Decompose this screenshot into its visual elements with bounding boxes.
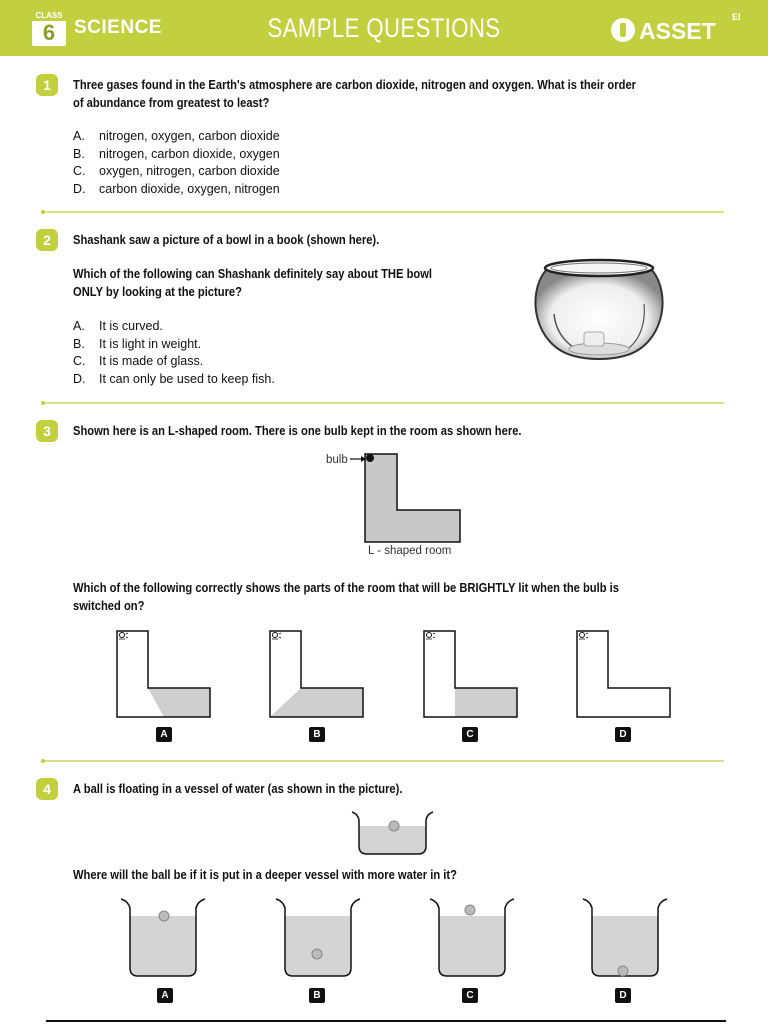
vessel-option-d[interactable] xyxy=(580,896,670,980)
question-1-line-1: Three gases found in the Earth's atmosphere are carbon dioxide, nitrogen and oxygen. What is their order xyxy=(73,77,637,92)
section-divider xyxy=(42,760,724,762)
question-2-sub-line-1: Which of the following can Shashank definitely say about THE bowl xyxy=(73,266,433,281)
option-text: It is made of glass. xyxy=(99,354,204,368)
question-4-text: A ball is floating in a vessel of water (as shown in the picture). xyxy=(73,781,403,796)
vessel-option-c[interactable] xyxy=(427,896,517,980)
vessel-option-d-badge[interactable]: D xyxy=(615,988,631,1003)
option-text: nitrogen, carbon dioxide, oxygen xyxy=(99,146,280,161)
room-option-b[interactable] xyxy=(269,630,365,720)
section-divider xyxy=(42,211,724,213)
option-letter: D. xyxy=(73,181,86,196)
class-number: 6 xyxy=(42,20,56,45)
question-3-subtext xyxy=(73,579,619,615)
page-title: SAMPLE QUESTIONS xyxy=(267,13,501,43)
option-text: It is light in weight. xyxy=(99,336,202,351)
room-option-a-badge[interactable]: A xyxy=(156,727,172,742)
vessel-option-a-badge[interactable]: A xyxy=(157,988,173,1003)
room-option-d-badge[interactable]: D xyxy=(615,727,631,742)
vessel-option-a[interactable] xyxy=(118,896,208,980)
room-option-a[interactable] xyxy=(116,630,212,720)
bulb-icon xyxy=(273,633,278,638)
bulb-icon xyxy=(366,454,374,462)
question-1-text xyxy=(73,76,636,112)
option-b[interactable] xyxy=(73,146,280,164)
option-text: nitrogen, oxygen, carbon dioxide xyxy=(99,129,280,143)
section-divider xyxy=(42,402,724,404)
shallow-vessel-diagram xyxy=(350,810,436,856)
room-option-b-badge[interactable]: B xyxy=(309,727,325,742)
option-a[interactable] xyxy=(73,128,280,146)
question-3-sub-line-2: switched on? xyxy=(73,598,145,613)
brand-superscript: EI xyxy=(732,12,741,22)
fishbowl-image xyxy=(534,254,664,364)
option-text: It can only be used to keep fish. xyxy=(99,371,275,386)
option-d[interactable] xyxy=(73,371,275,389)
bulb-icon xyxy=(580,633,585,638)
bulb-label: bulb xyxy=(326,454,348,466)
question-3-text: Shown here is an L-shaped room. There is one bulb kept in the room as shown here. xyxy=(73,423,522,438)
brand-name: ASSET xyxy=(639,18,716,44)
question-2-subtext xyxy=(73,265,432,301)
option-c[interactable] xyxy=(73,353,275,371)
question-2-sub-line-2: ONLY by looking at the picture? xyxy=(73,284,242,299)
option-text: oxygen, nitrogen, carbon dioxide xyxy=(99,164,280,178)
room-option-c-badge[interactable]: C xyxy=(462,727,478,742)
option-letter: A. xyxy=(73,319,85,333)
asset-logo-icon xyxy=(611,18,635,42)
room-caption: L - shaped room xyxy=(368,545,452,557)
l-shaped-room-diagram xyxy=(320,448,470,566)
question-number-1: 1 xyxy=(36,74,58,96)
option-letter: C. xyxy=(73,164,86,178)
page-header xyxy=(0,0,768,56)
question-2-options xyxy=(73,318,275,388)
question-1-line-2: of abundance from greatest to least? xyxy=(73,95,270,110)
option-letter: A. xyxy=(73,129,85,143)
page-bottom-rule xyxy=(46,1020,726,1022)
room-option-c[interactable] xyxy=(423,630,519,720)
question-1-options xyxy=(73,128,280,198)
room-option-d[interactable] xyxy=(576,630,672,720)
subject-label: SCIENCE xyxy=(74,17,162,38)
question-4-subtext: Where will the ball be if it is put in a deeper vessel with more water in it? xyxy=(73,867,457,882)
question-number-4: 4 xyxy=(36,778,58,800)
option-letter: C. xyxy=(73,354,86,368)
option-letter: B. xyxy=(73,146,85,161)
vessel-option-b[interactable] xyxy=(273,896,363,980)
class-label: CLASS xyxy=(32,10,66,21)
option-letter: B. xyxy=(73,336,85,351)
vessel-option-b-badge[interactable]: B xyxy=(309,988,325,1003)
option-a[interactable] xyxy=(73,318,275,336)
question-2-text: Shashank saw a picture of a bowl in a book (shown here). xyxy=(73,232,380,247)
question-number-2: 2 xyxy=(36,229,58,251)
vessel-option-c-badge[interactable]: C xyxy=(462,988,478,1003)
class-badge xyxy=(32,10,66,46)
bulb-icon xyxy=(427,633,432,638)
question-number-3: 3 xyxy=(36,420,58,442)
option-letter: D. xyxy=(73,371,86,386)
question-3-sub-line-1: Which of the following correctly shows the parts of the room that will be BRIGHTLY lit when the bulb is xyxy=(73,580,619,595)
bulb-icon xyxy=(120,633,125,638)
option-text: It is curved. xyxy=(99,319,163,333)
option-c[interactable] xyxy=(73,163,280,181)
option-d[interactable] xyxy=(73,181,280,199)
option-b[interactable] xyxy=(73,336,275,354)
option-text: carbon dioxide, oxygen, nitrogen xyxy=(99,181,280,196)
